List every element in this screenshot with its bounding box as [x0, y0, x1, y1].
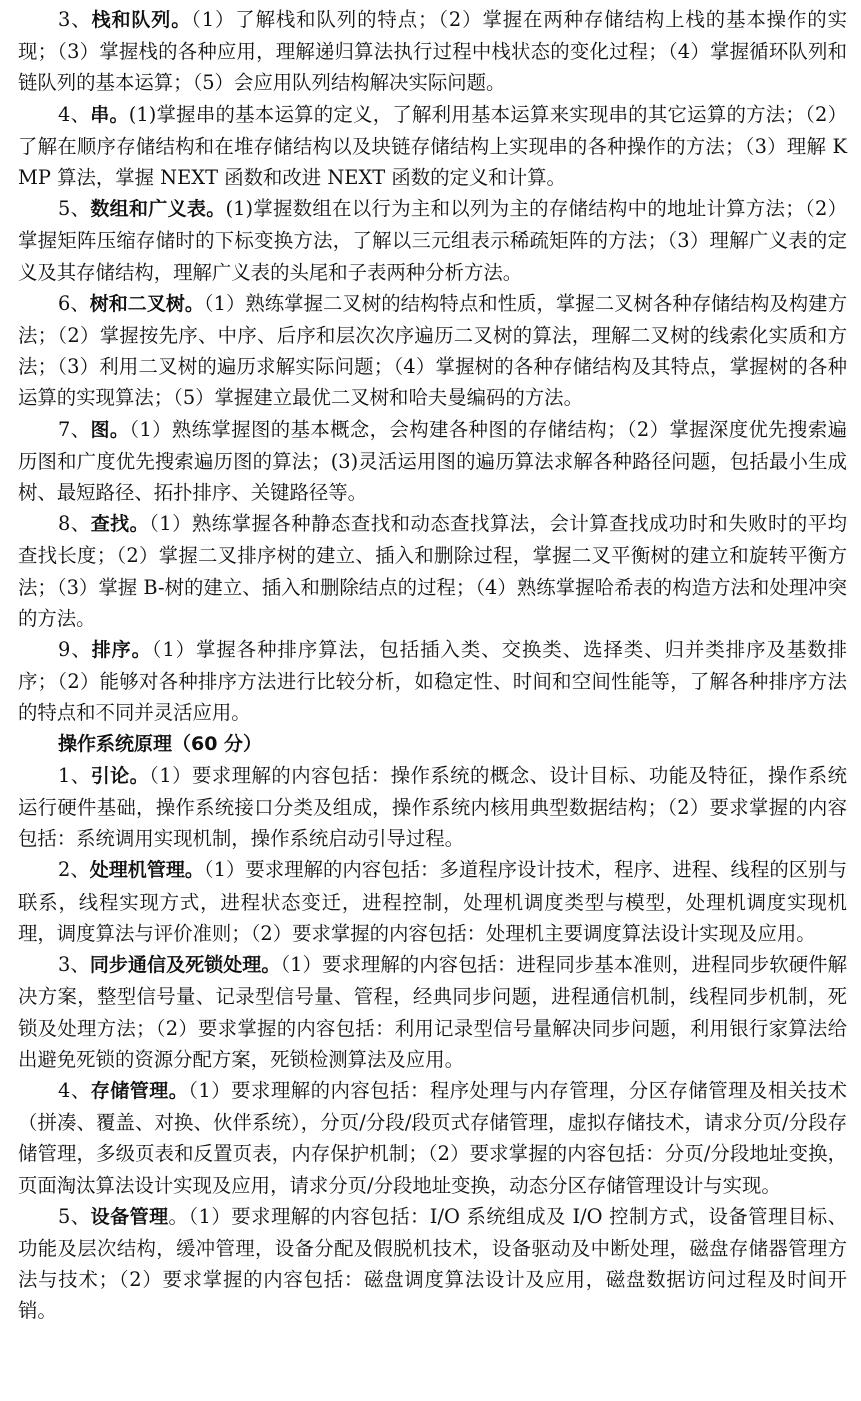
topic-title: 数组和广义表。	[90, 198, 226, 221]
topic-number: 8、	[58, 512, 91, 536]
topic-body: （1）熟练掌握各种静态查找和动态查找算法，会计算查找成功时和失败时的平均查找长度；（2）掌握二叉排序树的建立、插入和删除过程，掌握二叉平衡树的建立和旋转平衡方法；（3）掌握 B-树的建立、插入和删除结点的过程；（4）熟练掌握哈希表的构造方法和处理冲突的方法。	[18, 512, 847, 630]
topic-paragraph-sorting	[0, 634, 861, 729]
topic-body: （1）熟练掌握图的基本概念，会构建各种图的存储结构；（2）掌握深度优先搜索遍历图和广度优先搜索遍历图的算法；(3)灵活运用图的遍历算法求解各种路径问题，包括最小生成树、最短路径、拓扑排序、关键路径等。	[18, 417, 847, 505]
topic-paragraph-trees	[0, 288, 861, 414]
topic-body: （1）掌握各种排序算法，包括插入类、交换类、选择类、归并类排序及基数排序；（2）能够对各种排序方法进行比较分析，如稳定性、时间和空间性能等，了解各种排序方法的特点和不同并灵活应用。	[18, 638, 847, 725]
topic-title: 引论。	[90, 764, 150, 787]
topic-title: 同步通信及死锁处理。	[89, 954, 281, 977]
topic-paragraph-graphs	[0, 414, 861, 509]
topic-title: 设备管理	[90, 1205, 169, 1228]
topic-body: （1）要求理解的内容包括：进程同步基本准则，进程同步软硬件解决方案，整型信号量、记录型信号量、管程，经典同步问题，进程通信机制，线程同步机制，死锁及处理方法；（2）要求掌握的内容包括：利用记录型信号量解决同步问题，利用银行家算法给出避免死锁的资源分配方案，死锁检测算法及应用。	[18, 953, 847, 1071]
topic-paragraph-stacks-queues	[0, 4, 861, 99]
topic-number: 4、	[58, 1078, 91, 1102]
topic-title: 图。	[90, 418, 130, 441]
topic-number: 4、	[58, 102, 91, 126]
topic-body: 。（1）要求理解的内容包括：I/O 系统组成及 I/O 控制方式，设备管理目标、功能及层次结构，缓冲管理，设备分配及假脱机技术，设备驱动及中断处理，磁盘存储器管理方法与技术；（2）要求掌握的内容包括：磁盘调度算法设计及应用，磁盘数据访问过程及时间开销。	[18, 1204, 847, 1323]
topic-paragraph-processor-management	[0, 854, 861, 949]
topic-number: 5、	[58, 197, 91, 221]
topic-body: （1）要求理解的内容包括：多道程序设计技术，程序、进程、线程的区别与联系，线程实现方式，进程状态变迁，进程控制，处理机调度类型与模型，处理机调度实现机理，调度算法与评价准则；（2）要求掌握的内容包括：处理机主要调度算法设计实现及应用。	[18, 858, 847, 945]
topic-paragraph-device-management	[0, 1201, 861, 1327]
topic-body: （1）熟练掌握二叉树的结构特点和性质，掌握二叉树各种存储结构及构建方法；（2）掌握按先序、中序、后序和层次次序遍历二叉树的算法，理解二叉树的线索化实质和方法；（3）利用二叉树的遍历求解实际问题；（4）掌握树的各种存储结构及其特点，掌握树的各种运算的实现算法；（5）掌握建立最优二叉树和哈夫曼编码的方法。	[18, 291, 847, 410]
topic-paragraph-memory-management	[0, 1075, 861, 1201]
topic-paragraph-sync-deadlock	[0, 949, 861, 1075]
document-page	[0, 4, 861, 1327]
topic-title: 排序。	[91, 639, 152, 662]
topic-body: （1）要求理解的内容包括：程序处理与内存管理，分区存储管理及相关技术（拼凑、覆盖、对换、伙伴系统），分页/分段/段页式存储管理，虚拟存储技术，请求分页/分段存储管理，多级页表和反置页表，内存保护机制；（2）要求掌握的内容包括：分页/分段地址变换，页面淘汰算法设计实现及应用，请求分页/分段地址变换，动态分区存储管理设计与实现。	[18, 1078, 847, 1197]
topic-body: （1）要求理解的内容包括：操作系统的概念、设计目标、功能及特征，操作系统运行硬件基础，操作系统接口分类及组成，操作系统内核用典型数据结构；（2）要求掌握的内容包括：系统调用实现机制，操作系统启动引导过程。	[18, 763, 847, 851]
topic-number: 1、	[58, 763, 91, 787]
topic-paragraph-search	[0, 508, 861, 634]
topic-number: 3、	[58, 953, 90, 977]
topic-paragraph-arrays	[0, 193, 861, 288]
topic-title: 串。	[90, 103, 129, 126]
topic-body: (1)掌握数组在以行为主和以列为主的存储结构中的地址计算方法；（2）掌握矩阵压缩存储时的下标变换方法，了解以三元组表示稀疏矩阵的方法；（3）理解广义表的定义及其存储结构，理解广义表的头尾和子表两种分析方法。	[18, 197, 847, 284]
topic-title: 处理机管理。	[89, 859, 204, 882]
topic-paragraph-strings	[0, 99, 861, 194]
topic-title: 栈和队列。	[91, 9, 192, 31]
topic-title: 树和二叉树。	[89, 292, 204, 315]
topic-number: 6、	[58, 291, 90, 315]
topic-body: (1)掌握串的基本运算的定义，了解利用基本运算来实现串的其它运算的方法；（2）了解在顺序存储结构和在堆存储结构以及块链存储结构上实现串的各种操作的方法；（3）理解 KMP 算法，掌握 NEXT 函数和改进 NEXT 函数的定义和计算。	[18, 102, 847, 190]
topic-body: （1）了解栈和队列的特点；（2）掌握在两种存储结构上栈的基本操作的实现；（3）掌握栈的各种应用，理解递归算法执行过程中栈状态的变化过程；（4）掌握循环队列和链队列的基本运算；（5）会应用队列结构解决实际问题。	[18, 8, 847, 95]
topic-title: 存储管理。	[90, 1079, 189, 1102]
topic-number: 3、	[58, 8, 92, 31]
topic-number: 7、	[58, 417, 91, 441]
topic-title: 查找。	[90, 513, 150, 536]
topic-number: 2、	[58, 858, 90, 882]
section-heading-os: 操作系统原理（60 分）	[58, 732, 263, 755]
topic-number: 9、	[58, 638, 92, 662]
topic-number: 5、	[58, 1204, 91, 1228]
topic-paragraph-introduction	[0, 760, 861, 855]
